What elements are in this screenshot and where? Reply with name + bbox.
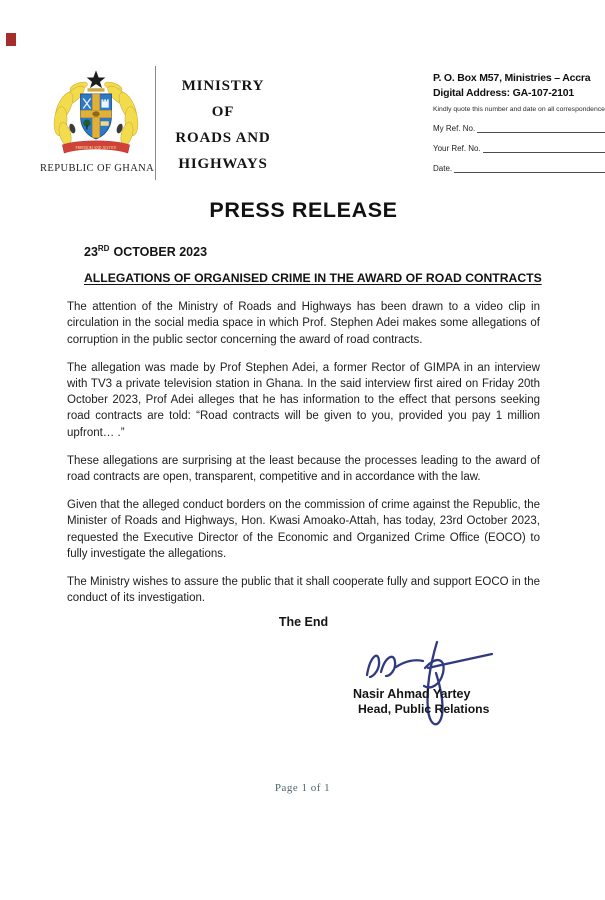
signatory-name: Nasir Ahmad Yartey (353, 687, 471, 702)
po-box-line: P. O. Box M57, Ministries – Accra (433, 72, 591, 84)
header-divider (155, 66, 156, 180)
my-ref-label: My Ref. No. (433, 124, 476, 133)
ministry-title (162, 66, 284, 188)
ghana-coat-of-arms-icon (46, 66, 146, 162)
coat-of-arms-block (40, 66, 155, 188)
digital-address-line: Digital Address: GA-107-2101 (433, 87, 575, 99)
paragraph-4: Given that the alleged conduct borders on the commission of crime against the Republic, the Minister of Roads and Highways, Hon. Kwasi Amoako-Attah, has today, 23rd October 2023, requested the Executive Director of the Economic and Organized Crime Office (EOCO) to fully investigate the allegations. (67, 499, 540, 560)
release-date-ordinal: RD (97, 244, 110, 253)
ministry-title-line1: MINISTRY (181, 78, 265, 94)
address-block (433, 71, 605, 173)
signature-block (67, 629, 540, 749)
date-label: Date. (433, 164, 453, 173)
release-date (84, 244, 540, 259)
your-ref-label: Your Ref. No. (433, 144, 481, 153)
republic-of-ghana-label: REPUBLIC OF GHANA (40, 163, 155, 174)
document-heading: ALLEGATIONS OF ORGANISED CRIME IN THE AWARD OF ROAD CONTRACTS (84, 271, 542, 286)
ministry-title-line2: OF (211, 104, 235, 120)
signatory-title: Head, Public Relations (358, 702, 490, 717)
press-release-title: PRESS RELEASE (209, 198, 398, 222)
crest-motto: FREEDOM AND JUSTICE (75, 146, 117, 150)
release-date-day: 23 (84, 245, 98, 260)
scan-red-mark (6, 33, 16, 46)
closing-label: The End (278, 615, 329, 630)
my-ref-blank-line (477, 124, 605, 133)
release-date-month-year: OCTOBER 2023 (113, 245, 208, 260)
my-ref-row (433, 124, 605, 133)
date-row (433, 164, 605, 173)
page-number: Page 1 of 1 (274, 782, 331, 794)
correspondence-note: Kindly quote this number and date on all correspondence (433, 106, 605, 113)
your-ref-row (433, 144, 605, 153)
paragraph-1: The attention of the Ministry of Roads and Highways has been drawn to a video clip in circulation in the social media space in which Prof. Stephen Adei makes some allegations of corruption in the public sector concerning the award of road contracts. (67, 301, 540, 346)
letterhead (40, 66, 605, 188)
paragraph-3: These allegations are surprising at the least because the processes leading to the award of road contracts are open, transparent, competitive and in accordance with the law. (67, 454, 540, 483)
document-body (67, 198, 540, 749)
your-ref-blank-line (483, 144, 605, 153)
ministry-title-line4: HIGHWAYS (178, 156, 268, 172)
date-blank-line (454, 164, 605, 173)
ministry-title-line3: ROADS AND (175, 130, 271, 146)
paragraph-5: The Ministry wishes to assure the public that it shall cooperate fully and support EOCO in the conduct of its investigation. (67, 576, 540, 605)
paragraph-2: The allegation was made by Prof Stephen Adei, a former Rector of GIMPA in an interview with TV3 a private television station in Ghana. In the said interview first aired on Friday 20th October 2023, Prof Adei alleges that he has information to the effect that persons seeking road contracts are told: “Road contracts will be given to you, provided you pay 1 million upfront… .” (67, 361, 540, 439)
